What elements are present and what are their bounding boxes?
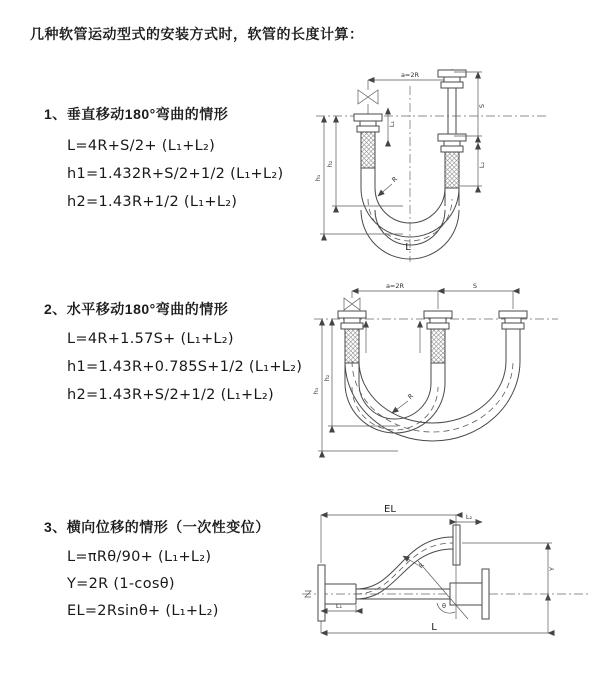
movement-arrows [366, 321, 420, 353]
dim-left-fitting-label: L₁ [335, 602, 343, 610]
valve-icon [358, 80, 378, 114]
dim-right-fitting-label: L₂ [465, 513, 473, 521]
u-bend-hose-position-2 [345, 361, 520, 441]
length-label: L [405, 242, 411, 253]
formula-el-3: EL=2Rsinθ+ (L₁+L₂) [67, 603, 219, 619]
s-curve-hose-upper-position [356, 537, 453, 599]
diagram-vertical-180-bend [308, 66, 580, 266]
dim-h2-label: h₂ [323, 374, 331, 382]
left-flange [338, 311, 366, 329]
formula-h1-1: h1=1.432R+S/2+1/2 (L₁+L₂) [67, 166, 284, 182]
right-upper-flange [438, 70, 466, 134]
dim-width-label: a=2R [400, 71, 420, 79]
formula-l-1: L=4R+S/2+ (L₁+L₂) [67, 138, 216, 154]
left-leg [361, 168, 375, 188]
radius-callout [403, 556, 426, 570]
middle-flange [424, 311, 452, 329]
formula-l-3: L=πRθ/90+ (L₁+L₂) [67, 549, 212, 565]
angle-label: θ [442, 602, 446, 610]
dim-stroke-s [438, 282, 513, 309]
radius-label: R [390, 174, 400, 184]
dim-left-fitting [388, 108, 396, 140]
section-2-heading: 2、水平移动180°弯曲的情形 [44, 301, 229, 317]
radius-label: R [416, 561, 426, 571]
formula-y-3: Y=2R (1-cosθ) [67, 576, 175, 592]
left-braided-hose [345, 329, 359, 363]
dim-right-fitting [456, 513, 482, 522]
right-upper-flange [453, 525, 460, 565]
radius-label: R [406, 391, 416, 401]
dim-stroke-label: S [478, 103, 486, 109]
dim-h2-label: h₂ [326, 160, 334, 168]
length-label: L [431, 622, 437, 633]
formula-l-2: L=4R+1.57S+ (L₁+L₂) [67, 331, 234, 347]
radius-callout [392, 392, 415, 413]
left-flange [354, 114, 382, 132]
dim-h1-label: h₁ [312, 387, 320, 395]
section-1-heading: 1、垂直移动180°弯曲的情形 [44, 106, 229, 122]
valve-icon [344, 291, 360, 310]
dim-right-fitting [460, 143, 486, 186]
dim-width-2r [352, 282, 438, 291]
centerlines [316, 86, 548, 262]
right-flange [499, 311, 527, 329]
dim-stroke-label: S [472, 282, 478, 290]
dim-left-fitting-label: L₁ [388, 120, 396, 128]
right-lower-flange [438, 134, 466, 152]
dim-length [321, 597, 548, 633]
right-braided-hose [445, 152, 459, 188]
formula-h1-2: h1=1.43R+0.785S+1/2 (L₁+L₂) [67, 359, 303, 375]
dim-offset-label: Y [548, 567, 556, 571]
dim-width-label: a=2R [385, 282, 405, 290]
section-3-heading: 3、横向位移的情形（一次性变位） [44, 519, 270, 535]
formula-h2-1: h2=1.43R+1/2 (L₁+L₂) [67, 194, 238, 210]
diagram-lateral-displacement [298, 501, 596, 649]
diagram-horizontal-180-bend [308, 281, 596, 466]
dim-right-fitting-label: L₂ [478, 161, 486, 169]
u-bend-hose-position-1 [345, 383, 445, 433]
middle-braided-hose [431, 329, 445, 363]
page-title: 几种软管运动型式的安装方式时，软管的长度计算： [30, 26, 364, 42]
dim-el-label: EL [384, 504, 396, 515]
radius-callout [378, 175, 399, 196]
formula-h2-2: h2=1.43R+S/2+1/2 (L₁+L₂) [67, 387, 274, 403]
dim-h1-label: h₁ [314, 174, 322, 182]
left-braided-hose [361, 132, 375, 168]
left-flange [318, 565, 356, 621]
